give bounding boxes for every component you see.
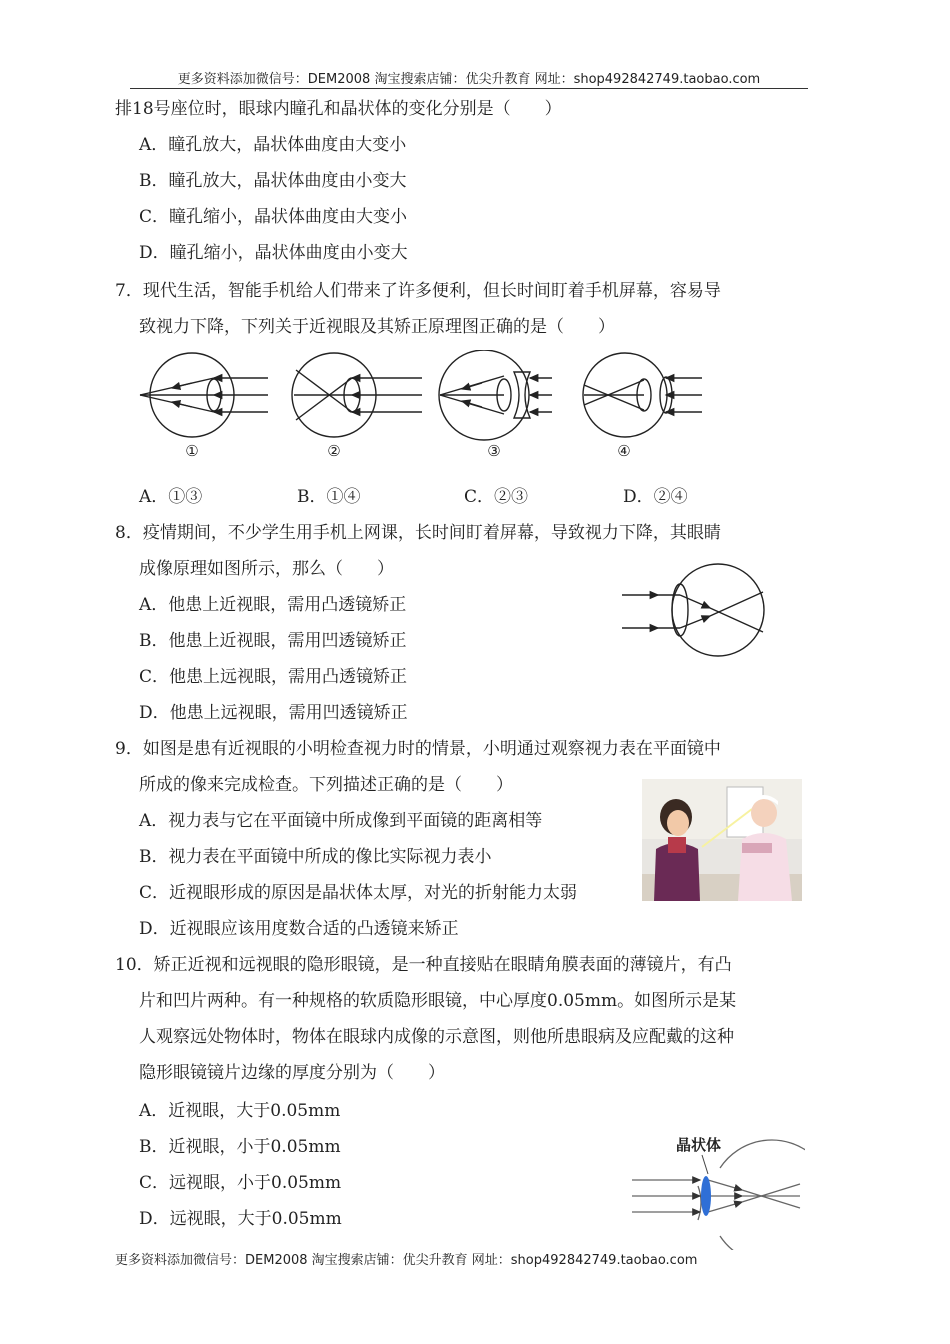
q10-option-c: C．远视眼，小于0.05mm <box>139 1173 342 1193</box>
q6-stem: 排18号座位时，眼球内瞳孔和晶状体的变化分别是（ ） <box>115 99 562 119</box>
q10-option-b: B．近视眼，小于0.05mm <box>139 1137 341 1157</box>
q9-option-c: C．近视眼形成的原因是晶状体太厚，对光的折射能力太弱 <box>139 883 578 903</box>
q8-option-a: A．他患上近视眼，需用凸透镜矫正 <box>139 595 407 615</box>
q9-stem-line2: 所成的像来完成检查。下列描述正确的是（ ） <box>139 775 513 795</box>
q8-option-b: B．他患上近视眼，需用凹透镜矫正 <box>139 631 407 651</box>
header-rule <box>130 88 808 89</box>
q10-eye-diagram <box>630 1128 805 1250</box>
q7-option-d: D．②④ <box>623 487 688 507</box>
q9-option-d: D．近视眼应该用度数合适的凸透镜来矫正 <box>139 919 459 939</box>
q7-option-a: A．①③ <box>139 487 203 507</box>
q7-stem-line2: 致视力下降，下列关于近视眼及其矫正原理图正确的是（ ） <box>139 317 615 337</box>
eye-diagram-4 <box>583 353 702 437</box>
q9-option-b: B．视力表在平面镜中所成的像比实际视力表小 <box>139 847 492 867</box>
q7-eye-diagrams <box>132 350 712 465</box>
crystalline-lens <box>701 1176 711 1216</box>
q10-stem-line2: 片和凹片两种。有一种规格的软质隐形眼镜，中心厚度0.05mm。如图所示是某 <box>139 991 737 1011</box>
page-footer: 更多资料添加微信号：DEM2008 淘宝搜索店铺：优尖升教育 网址：shop492842749.taobao.com <box>115 1253 698 1268</box>
eye-diagram-1 <box>140 353 268 437</box>
q10-stem-line1: 10．矫正近视和远视眼的隐形眼镜，是一种直接贴在眼睛角膜表面的薄镜片，有凸 <box>115 955 732 975</box>
fig-label-4: ④ <box>617 442 631 460</box>
q8-eye-diagram <box>618 560 773 660</box>
q8-option-d: D．他患上远视眼，需用凹透镜矫正 <box>139 703 408 723</box>
q8-stem-line1: 8．疫情期间，不少学生用手机上网课，长时间盯着屏幕，导致视力下降，其眼睛 <box>115 523 721 543</box>
q10-stem-line4: 隐形眼镜镜片边缘的厚度分别为（ ） <box>139 1063 445 1083</box>
q9-stem-line1: 9．如图是患有近视眼的小明检查视力时的情景，小明通过观察视力表在平面镜中 <box>115 739 721 759</box>
q6-option-a: A．瞳孔放大，晶状体曲度由大变小 <box>139 135 407 155</box>
q6-option-d: D．瞳孔缩小，晶状体曲度由小变大 <box>139 243 408 263</box>
q6-option-c: C．瞳孔缩小，晶状体曲度由大变小 <box>139 207 408 227</box>
q8-stem-line2: 成像原理如图所示，那么（ ） <box>139 559 394 579</box>
q9-option-a: A．视力表与它在平面镜中所成像到平面镜的距离相等 <box>139 811 543 831</box>
q10-option-d: D．远视眼，大于0.05mm <box>139 1209 342 1229</box>
eye-diagram-2 <box>292 353 422 437</box>
fig-label-3: ③ <box>487 442 501 460</box>
q6-option-b: B．瞳孔放大，晶状体曲度由小变大 <box>139 171 407 191</box>
q10-stem-line3: 人观察远处物体时，物体在眼球内成像的示意图，则他所患眼病及应配戴的这种 <box>139 1027 734 1047</box>
fig-label-1: ① <box>185 442 199 460</box>
page-header: 更多资料添加微信号：DEM2008 淘宝搜索店铺：优尖升教育 网址：shop492842749.taobao.com <box>177 72 761 87</box>
q7-option-b: B．①④ <box>297 487 361 507</box>
q10-option-a: A．近视眼，大于0.05mm <box>139 1101 341 1121</box>
q9-eye-exam-photo <box>642 779 802 901</box>
q8-option-c: C．他患上远视眼，需用凸透镜矫正 <box>139 667 408 687</box>
lens-label: 晶状体 <box>676 1136 722 1154</box>
q7-stem-line1: 7．现代生活，智能手机给人们带来了许多便利，但长时间盯着手机屏幕，容易导 <box>115 281 721 301</box>
q7-option-c: C．②③ <box>464 487 529 507</box>
eye-diagram-3 <box>439 350 552 440</box>
fig-label-2: ② <box>327 442 341 460</box>
